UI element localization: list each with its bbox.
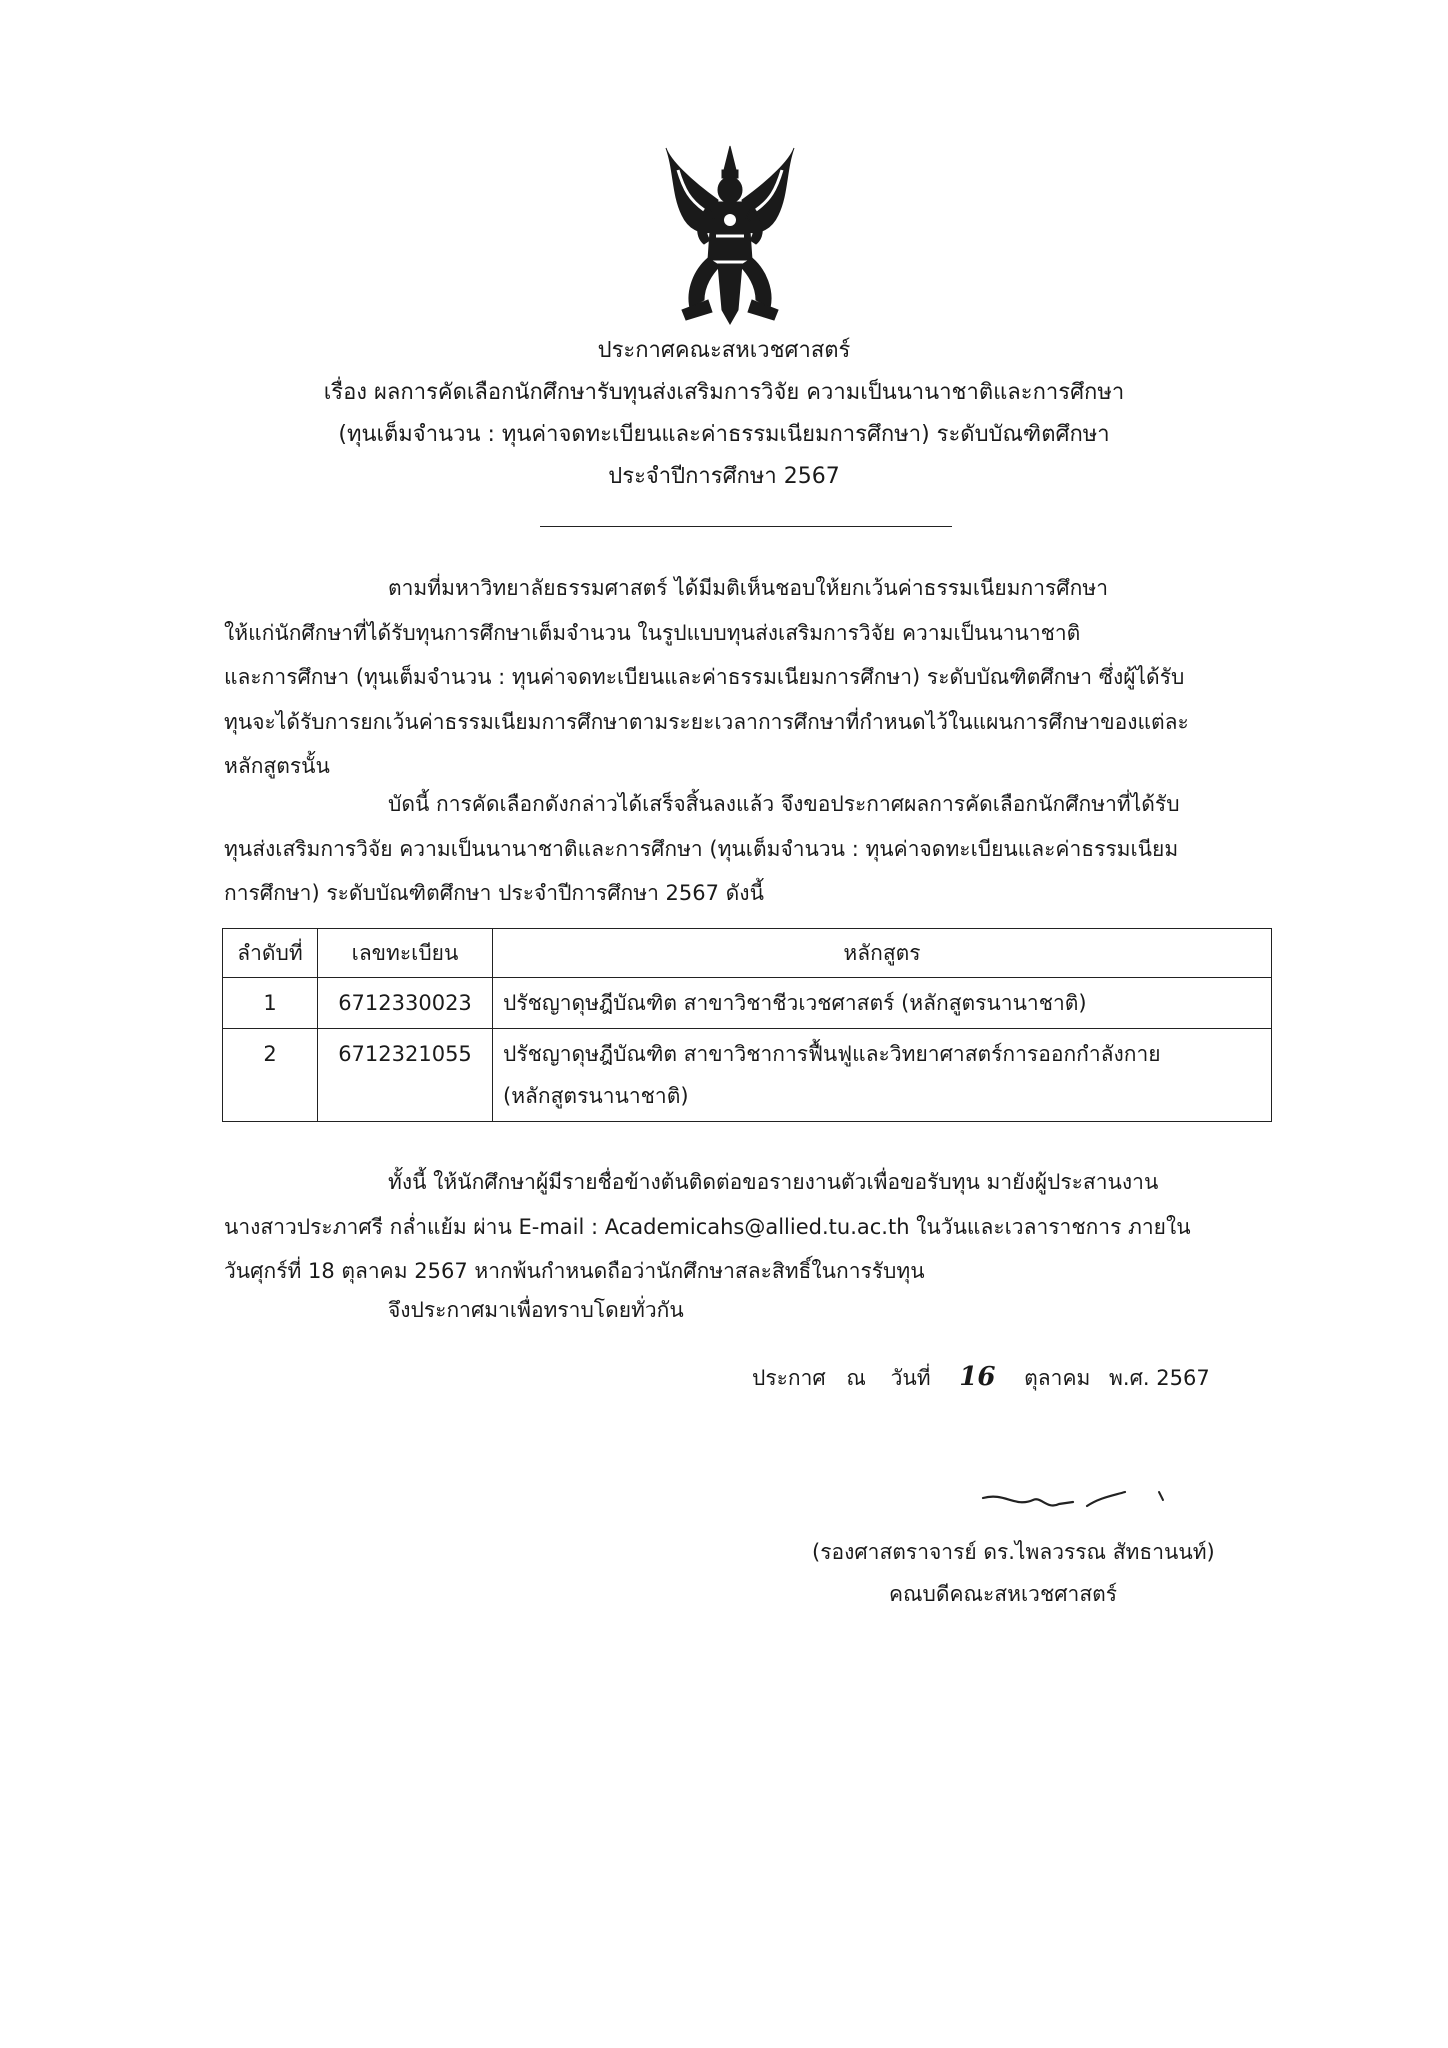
paragraph-line: หลักสูตรนั้น	[224, 754, 330, 779]
paragraph-line: ให้แก่นักศึกษาที่ได้รับทุนการศึกษาเต็มจำนวน ในรูปแบบทุนส่งเสริมการวิจัย ความเป็นนานาชาติ	[224, 620, 1081, 645]
row-order: 2	[223, 1029, 318, 1122]
paragraph-line: ทั้งนี้ ให้นักศึกษาผู้มีรายชื่อข้างต้นติดต่อขอรายงานตัวเพื่อขอรับทุน มายังผู้ประสานงาน	[388, 1170, 1159, 1194]
closing-line: จึงประกาศมาเพื่อทราบโดยทั่วกัน	[388, 1298, 684, 1322]
row-program	[493, 978, 1272, 1029]
paragraph-line: ทุนส่งเสริมการวิจัย ความเป็นนานาชาติและการศึกษา (ทุนเต็มจำนวน : ทุนค่าจดทะเบียนและค่าธรรมเนียม	[224, 836, 1179, 861]
header-student-id: เลขทะเบียน	[318, 929, 493, 978]
row-student-id: 6712330023	[318, 978, 493, 1029]
paragraph-line: ทุนจะได้รับการยกเว้นค่าธรรมเนียมการศึกษาตามระยะเวลาการศึกษาที่กำหนดไว้ในแผนการศึกษาของแต่ละ	[224, 709, 1189, 734]
header-divider	[540, 526, 952, 527]
signature-icon	[975, 1478, 1175, 1528]
program-line: (หลักสูตรนานาชาติ)	[503, 1084, 689, 1108]
signatory-name: (รองศาสตราจารย์ ดร.ไพลวรรณ สัทธานนท์)	[812, 1540, 1215, 1564]
date-month: ตุลาคม	[1024, 1366, 1091, 1390]
paragraph-line: นางสาวประภาศรี กล่ำแย้ม ผ่าน E-mail : Academicahs@allied.tu.ac.th ในวันและเวลาราชการ ภายใน	[224, 1214, 1191, 1239]
header-order: ลำดับที่	[223, 929, 318, 978]
paragraph-4	[224, 1288, 1268, 1333]
subject-line-2: (ทุนเต็มจำนวน : ทุนค่าจดทะเบียนและค่าธรรมเนียมการศึกษา) ระดับบัณฑิตศึกษา	[338, 422, 1110, 447]
garuda-emblem-icon	[660, 140, 800, 330]
date-line	[752, 1362, 1210, 1395]
paragraph-line: บัดนี้ การคัดเลือกดังกล่าวได้เสร็จสิ้นลงแล้ว จึงขอประกาศผลการคัดเลือกนักศึกษาที่ได้รับ	[388, 792, 1180, 816]
paragraph-line: การศึกษา) ระดับบัณฑิตศึกษา ประจำปีการศึกษา 2567 ดังนี้	[224, 881, 764, 906]
table-row	[223, 1029, 1272, 1122]
date-day-label: วันที่	[890, 1366, 931, 1390]
subject-line-3: ประจำปีการศึกษา 2567	[608, 464, 840, 489]
results-table	[222, 928, 1272, 1122]
row-program	[493, 1029, 1272, 1122]
date-year: 2567	[1156, 1366, 1210, 1390]
org-title: ประกาศคณะสหเวชศาสตร์	[597, 338, 851, 363]
paragraph-1	[224, 566, 1268, 789]
row-order: 1	[223, 978, 318, 1029]
paragraph-line: วันศุกร์ที่ 18 ตุลาคม 2567 หากพ้นกำหนดถือว่านักศึกษาสละสิทธิ์ในการรับทุน	[224, 1259, 925, 1284]
paragraph-2	[224, 782, 1268, 916]
date-era: พ.ศ.	[1109, 1366, 1150, 1390]
date-at: ณ	[846, 1366, 866, 1390]
program-line: ปรัชญาดุษฎีบัณฑิต สาขาวิชาชีวเวชศาสตร์ (หลักสูตรนานาชาติ)	[503, 991, 1087, 1015]
row-student-id: 6712321055	[318, 1029, 493, 1122]
table-row	[223, 978, 1272, 1029]
header-program: หลักสูตร	[493, 929, 1272, 978]
subject-line-1: เรื่อง ผลการคัดเลือกนักศึกษารับทุนส่งเสริมการวิจัย ความเป็นนานาชาติและการศึกษา	[323, 380, 1125, 405]
signatory-title: คณบดีคณะสหเวชศาสตร์	[889, 1582, 1118, 1606]
date-day-handwritten: 16	[959, 1362, 996, 1392]
paragraph-line: ตามที่มหาวิทยาลัยธรรมศาสตร์ ได้มีมติเห็นชอบให้ยกเว้นค่าธรรมเนียมการศึกษา	[388, 576, 1108, 600]
paragraph-3	[224, 1160, 1268, 1294]
paragraph-line: และการศึกษา (ทุนเต็มจำนวน : ทุนค่าจดทะเบียนและค่าธรรมเนียมการศึกษา) ระดับบัณฑิตศึกษา ซึ่งผู้ได้รับ	[224, 665, 1185, 690]
date-prefix: ประกาศ	[752, 1366, 826, 1390]
program-line: ปรัชญาดุษฎีบัณฑิต สาขาวิชาการฟื้นฟูและวิทยาศาสตร์การออกกำลังกาย	[503, 1042, 1161, 1066]
table-header-row	[223, 929, 1272, 978]
